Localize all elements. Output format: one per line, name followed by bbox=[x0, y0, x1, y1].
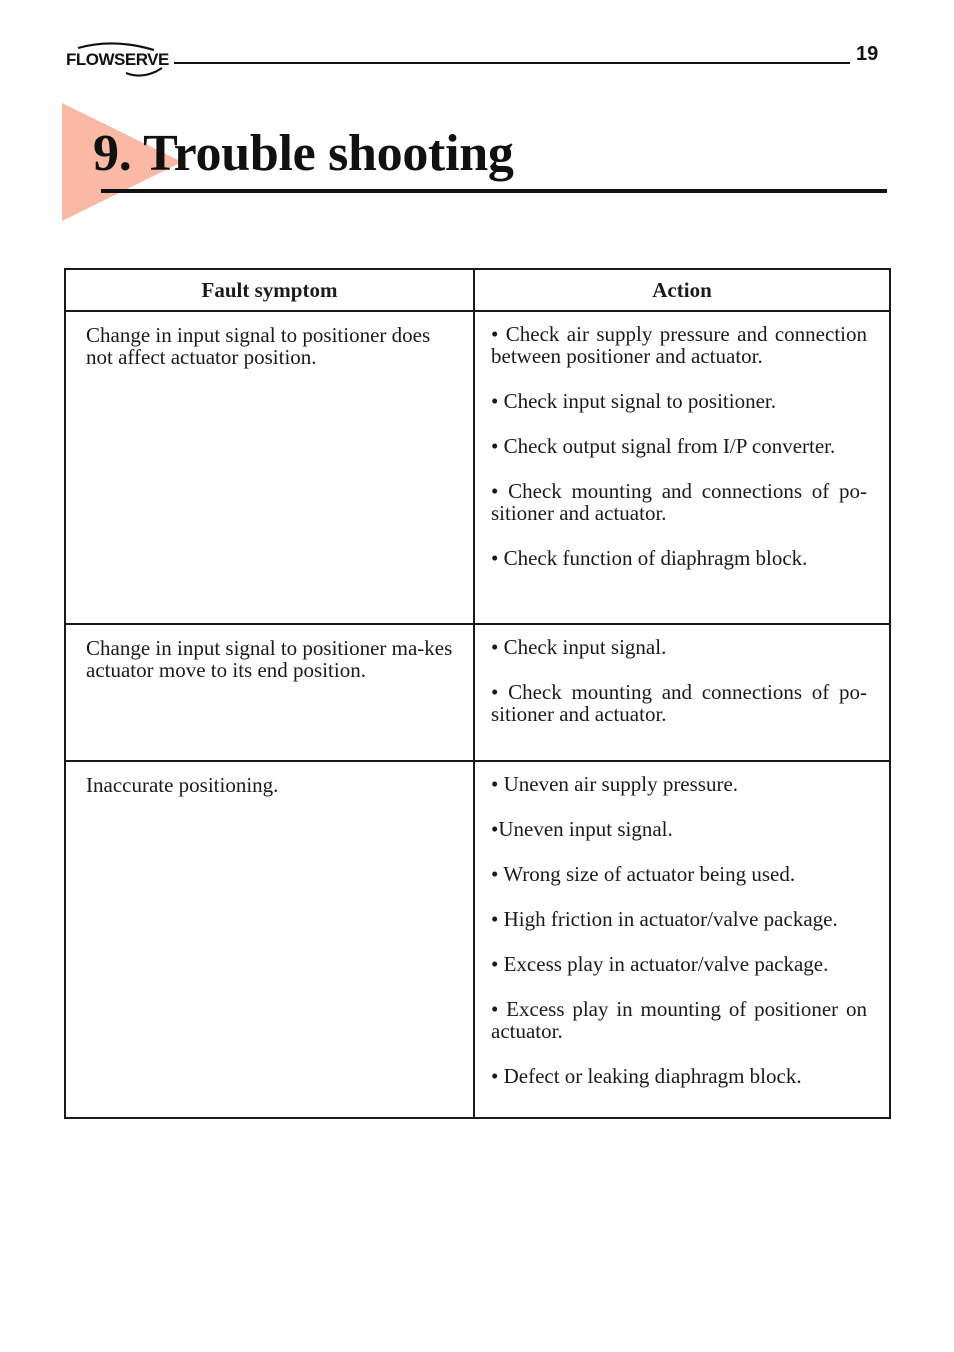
action-item: • Excess play in actuator/valve package. bbox=[491, 952, 829, 976]
action-item: • Check mounting and connections of po-sitioner and actuator. bbox=[491, 680, 867, 726]
table-header-row bbox=[65, 269, 890, 311]
table-row bbox=[65, 311, 890, 624]
fault-cell: Change in input signal to positioner does not affect actuator position. bbox=[65, 311, 474, 624]
fault-symptom-header: Fault symptom bbox=[65, 269, 474, 311]
flowserve-logo bbox=[64, 40, 168, 80]
page-number: 19 bbox=[856, 43, 879, 65]
action-item: • Check mounting and connections of po-sitioner and actuator. bbox=[491, 479, 867, 525]
action-item: • Wrong size of actuator being used. bbox=[491, 862, 796, 886]
action-item: • Excess play in mounting of positioner on actuator. bbox=[491, 997, 867, 1043]
action-header: Action bbox=[474, 269, 890, 311]
action-item: • Check input signal. bbox=[491, 635, 667, 659]
fault-cell: Inaccurate positioning. bbox=[65, 761, 474, 1118]
action-item: •Uneven input signal. bbox=[491, 817, 673, 841]
action-cell bbox=[474, 624, 890, 761]
action-cell bbox=[474, 761, 890, 1118]
fault-cell: Change in input signal to positioner ma-kes actuator move to its end position. bbox=[65, 624, 474, 761]
trouble-shooting-table bbox=[64, 268, 889, 1119]
action-item: • Check input signal to positioner. bbox=[491, 389, 776, 413]
logo-text: FLOWSERVE bbox=[66, 50, 169, 69]
title-rule bbox=[101, 189, 887, 193]
action-item: • High friction in actuator/valve package. bbox=[491, 907, 838, 931]
action-item: • Check air supply pressure and connection between positioner and actuator. bbox=[491, 322, 867, 368]
action-item: • Defect or leaking diaphragm block. bbox=[491, 1064, 802, 1088]
header-rule bbox=[174, 62, 850, 64]
chapter-title: 9. Trouble shooting bbox=[93, 125, 514, 182]
table-row bbox=[65, 761, 890, 1118]
action-item: • Check output signal from I/P converter. bbox=[491, 434, 836, 458]
action-cell bbox=[474, 311, 890, 624]
action-item: • Check function of diaphragm block. bbox=[491, 546, 808, 570]
table-row bbox=[65, 624, 890, 761]
action-item: • Uneven air supply pressure. bbox=[491, 772, 739, 796]
